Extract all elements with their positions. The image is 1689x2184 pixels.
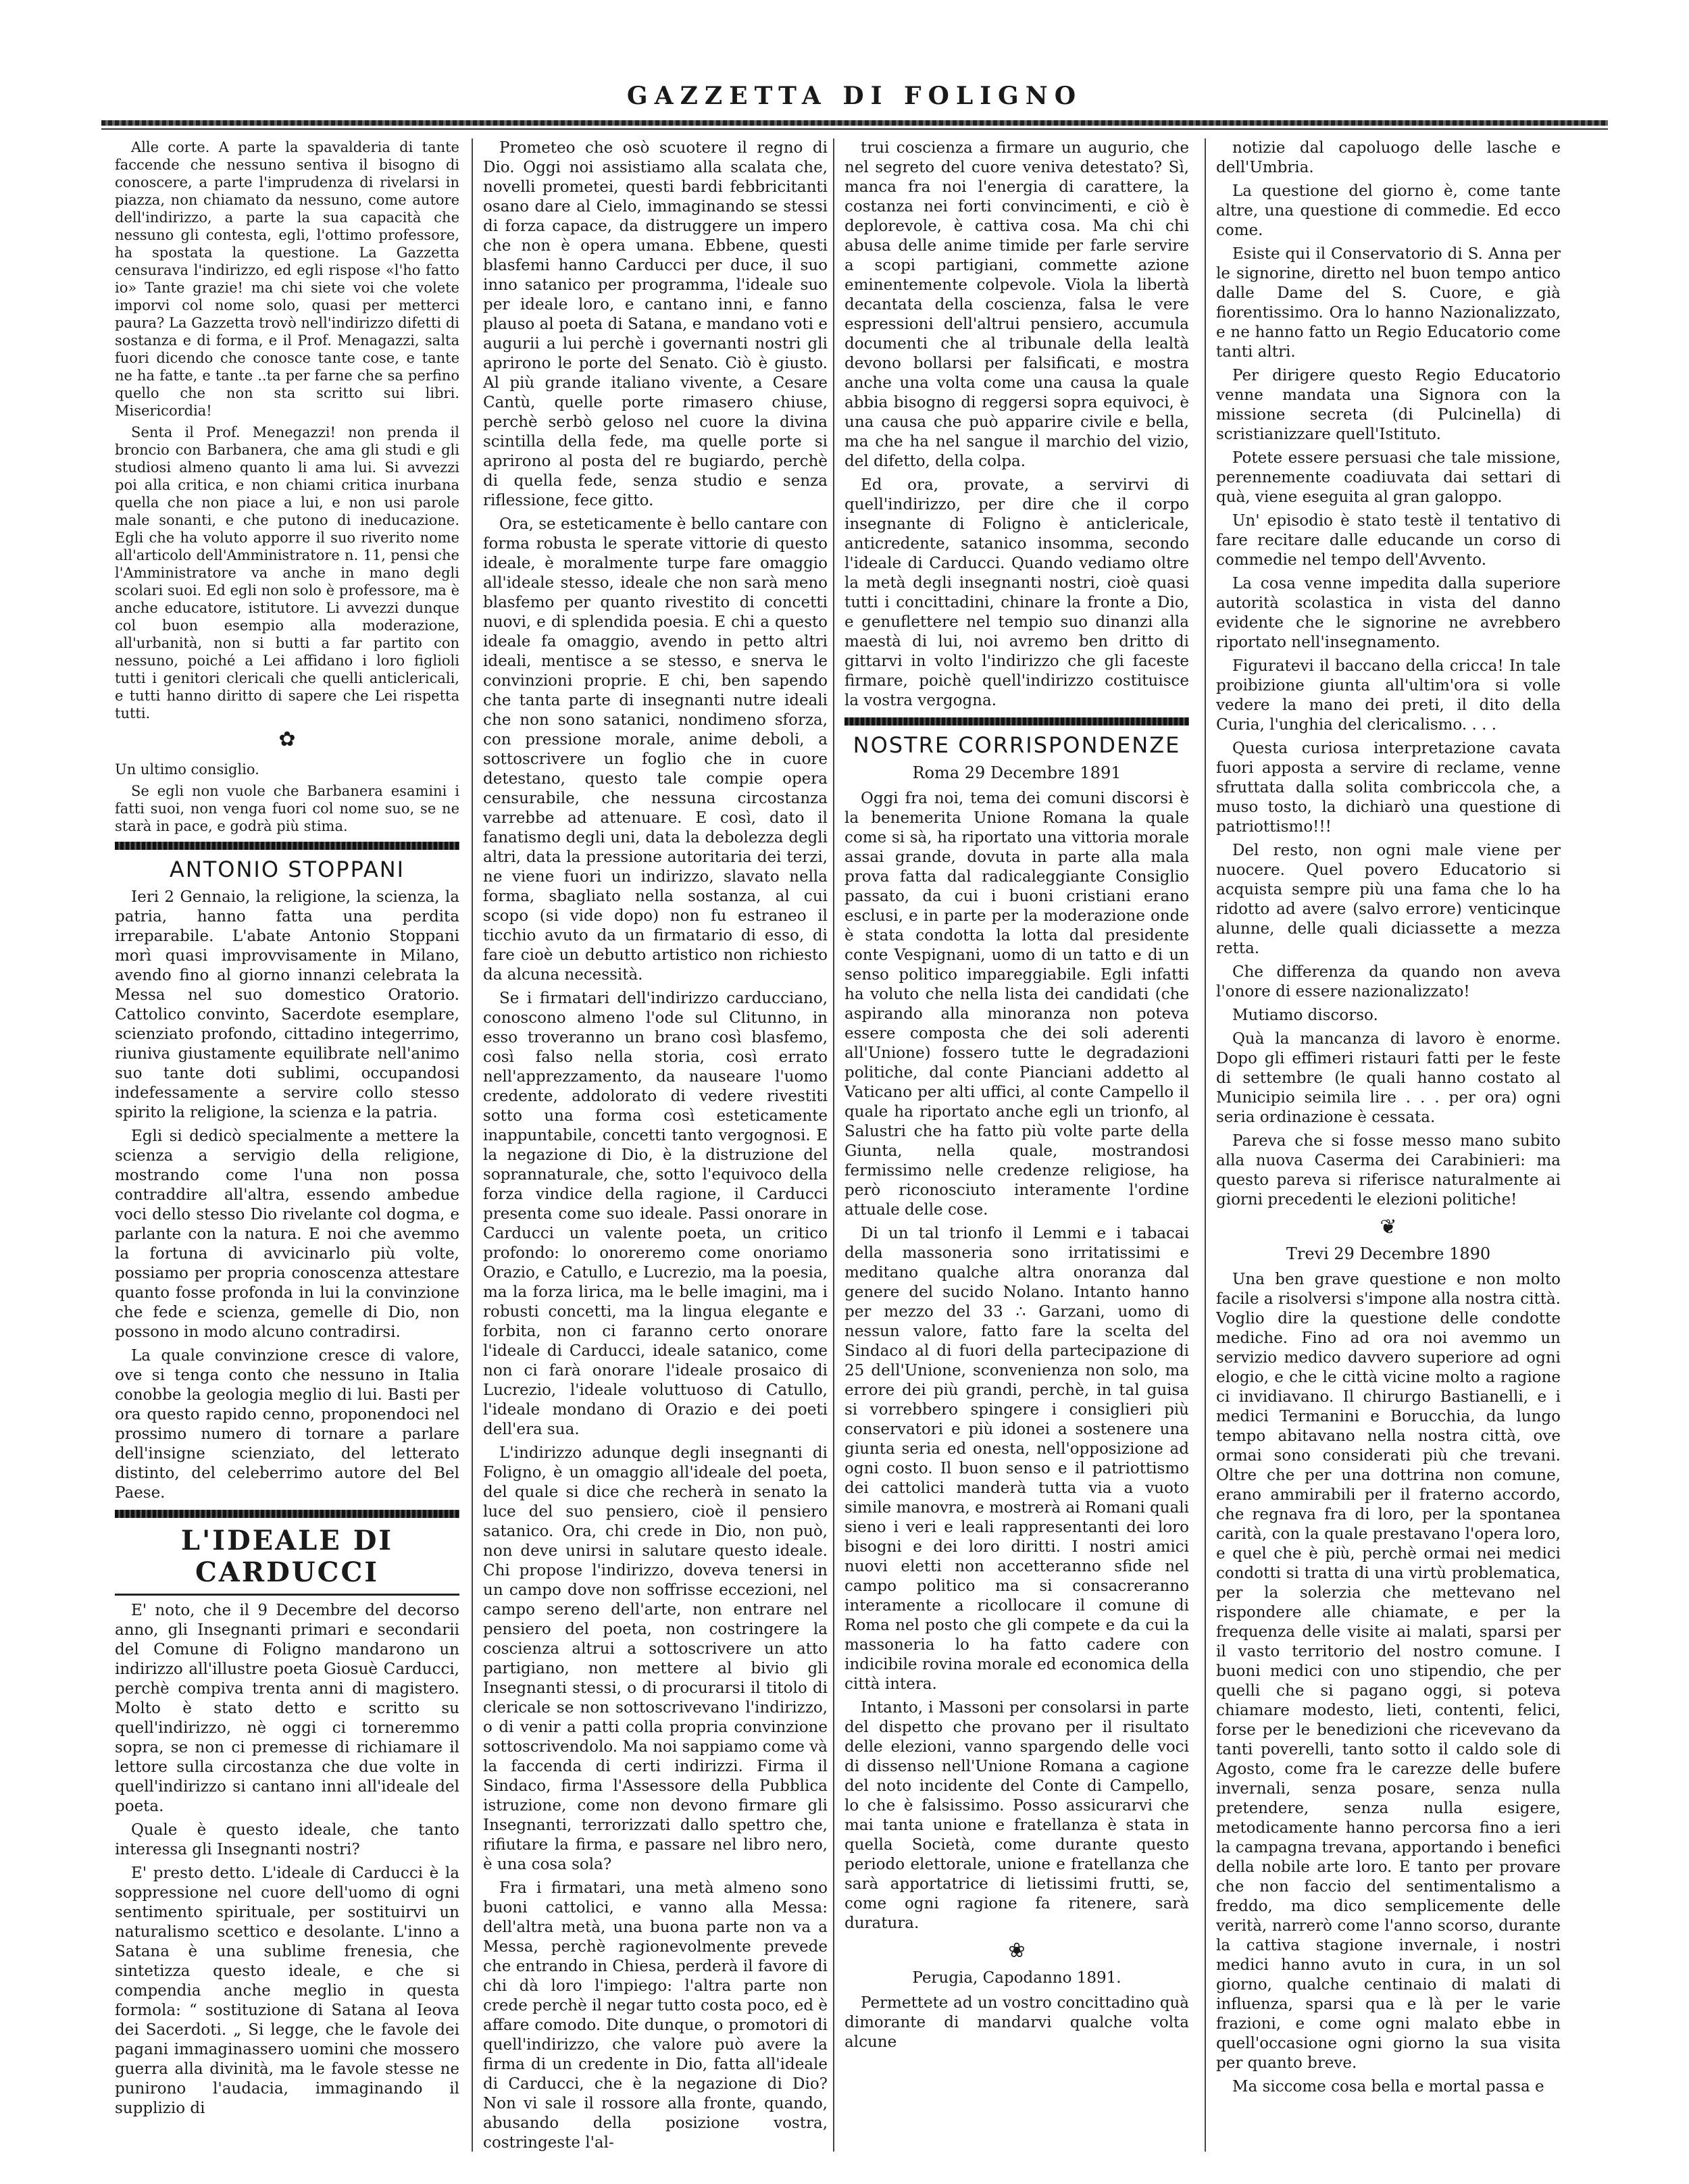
section-rule [115, 1510, 459, 1518]
masthead [101, 76, 1608, 116]
column-divider [472, 138, 473, 2152]
heading-corrispondenze: NOSTRE CORRISPONDENZE [853, 732, 1181, 758]
ornament-icon: ✿ [278, 728, 296, 751]
paragraph: E' noto, che il 9 Decembre del decorso anno, gli Insegnanti primari e secondarii del Comune di Foligno mandarono un indirizzo all'illustre poeta Giosuè Carducci, perchè compiva trenta anni di magistero. Molto è stato detto e scritto su quell'indirizzo, nè oggi ci torneremmo sopra, se non ci premesse di richiamare il lettore sulla circostanza che due volte in quell'indirizzo si cantano inni all'ideale del poeta. [115, 1602, 459, 1815]
heading-underline [115, 1594, 459, 1596]
paragraph: Ora, se esteticamente è bello cantare con forma robusta le sperate vittorie di questo ideale, è moralmente turpe fare omaggio all'ideale stesso, ideale che non sarà meno blasfemo per quanto rivestito di concetti nuovi, e di splendida poesia. E chi a questo ideale fa omaggio, avendo in petto altri ideali, mentisce a se stesso, e snerva le convinzioni proprie. E chi, ben sapendo che tanta parte di insegnanti nutre ideali che non sono satanici, nondimeno sforza, con pressione morale, anime deboli, a sottoscrivere un foglio che in cuore detestano, questo tale compie opera censurabile, che nessuna circostanza varrebbe ad attenuare. E così, dato il fanatismo degli uni, data la debolezza degli altri, data la pressione autoritaria dei terzi, ne viene fuori un indirizzo, slavato nella forma, sbagliato nella sostanza, al cui scopo (si vide dopo) non fu estraneo il ticchio avuto da un firmatario di esso, di fare cioè un debutto artistico non richiesto da alcuna necessità. [483, 515, 828, 984]
paragraph: La quale convinzione cresce di valore, ove si tenga conto che nessuno in Italia conobbe la geologia meglio di lui. Basti per ora questo rapido cenno, proponendoci nel prossimo numero di tornare a parlare dell'insigne scienziato, del letterato distinto, del celeberrimo autore del Bel Paese. [115, 1347, 459, 1502]
column-divider [833, 138, 834, 2152]
column-divider [1205, 138, 1206, 2152]
paragraph: Ed ora, provate, a servirvi di quell'indirizzo, per dire che il corpo insegnante di Foligno è anticlericale, anticredente, satanico insomma, secondo l'ideale di Carducci. Quando vediamo oltre la metà degli insegnanti nostri, cioè quasi tutti i concittadini, chinare la fronte a Dio, e genuflettere nel tempio suo dinanzi alla maestà di lui, noi avremo ben dritto di gittarvi in volto l'indirizzo che gli faceste firmare, poichè quell'indirizzo costituisce la vostra vergogna. [844, 476, 1189, 709]
paragraph: La questione del giorno è, come tante altre, una questione di commedie. Ed ecco come. [1216, 182, 1561, 239]
paragraph: Alle corte. A parte la spavalderia di tante faccende che nessuno sentiva il bisogno di conoscere, a parte l'imprudenza di rivelarsi in piazza, non chiamato da nessuno, come autore dell'indirizzo, a parte la sua capacità che nessuno gli contesta, egli, l'ottimo professore, ha spostata la questione. La Gazzetta censurava l'indirizzo, ed egli rispose «l'ho fatto io» Tante grazie! ma chi siete voi che volete imporvi col nome solo, quasi per metterci paura? La Gazzetta trovò nell'indirizzo difetti di sostanza e di forma, e il Prof. Menagazzi, salta fuori dicendo che conosce tante cose, e tante ne ha fatte, e tante ..ta per farne che sa perfino quello che non sta scritto sui libri. Misericordia! [115, 139, 459, 419]
paragraph: Senta il Prof. Menegazzi! non prenda il broncio con Barbanera, che ama gli studi e gli studiosi almeno quanto li ama lui. Si avvezzi poi alla critica, e non chiami critica inurbana quella che non piace a lui, e non usi parole male sonanti, e che putono di ineducazione. Egli che ha voluto apporre il suo riverito nome all'articolo dell'Amministratore n. 11, pensi che l'Amministratore va anche in mano degli scolari suoi. Ed egli non solo è professore, ma è anche educatore, istitutore. Li avvezzi dunque col buon esempio alla moderazione, all'urbanità, non si butti a far partito con nessuno, poiché a Lei affidano i loro figlioli tutti i genitori clericali che quelli anticlericali, e tutti hanno diritto di sapere che Lei rispetta tutti. [115, 424, 459, 721]
ornament-icon: ❦ [1380, 1215, 1397, 1239]
dateline-roma: Roma 29 Decembre 1891 [912, 763, 1121, 782]
paragraph: Se egli non vuole che Barbanera esamini i fatti suoi, non venga fuori col nome suo, se ne starà in pace, e godrà più stima. [115, 783, 459, 834]
paragraph: trui coscienza a firmare un augurio, che nel segreto del cuore veniva detestato? Sì, manca fra noi l'energia di carattere, la costanza nei forti convincimenti, e ciò è deplorevole, è cattiva cosa. Ma chi chi abusa delle anime timide per farle servire a scopi partigiani, commette azione eminentemente colpevole. Viola la libertà decantata della coscienza, falsa le vere espressioni dell'altrui pensiero, accumula documenti che al tribunale della lealtà devono bollarsi per falsificati, e mostra anche una volta come una causa la quale abbia bisogno di reggersi sopra equivoci, è una causa che può apparire civile e bella, ma che ha nel sangue il marchio del vizio, del difetto, della colpa. [844, 139, 1189, 470]
paragraph: L'indirizzo adunque degli insegnanti di Foligno, è un omaggio all'ideale del poeta, del quale si dice che recherà in senato la luce del suo pensiero, cioè il pensiero satanico. Ora, chi crede in Dio, non può, non deve unirsi in salutare questo ideale. Chi propose l'indirizzo, doveva tenersi in un campo dove non soffrisse eccezioni, nel campo sereno dell'arte, non entrare nel pensiero del poeta, non costringere la coscienza altrui a sottoscrivere un atto partigiano, non mettere al bivio gli Insegnanti stessi, o di procurarsi il titolo di clericale se non sottoscrivevano l'indirizzo, o di venir a patti colla propria convinzione sottoscrivendolo. Ma noi sappiamo come và la faccenda di certi indirizzi. Firma il Sindaco, firma l'Assessore della Pubblica istruzione, come non devono firmare gli Insegnanti, terrorizzati dallo spettro che, rifiutare la firma, e passare nel libro nero, è una cosa sola? [483, 1444, 828, 1873]
column-1 [115, 138, 459, 2152]
paragraph: Permettete ad un vostro concittadino quà dimorante di mandarvi qualche volta alcune [844, 1994, 1189, 2051]
paragraph: Una ben grave questione e non molto facile a risolversi s'impone alla nostra città. Voglio dire la questione delle condotte mediche. Fino ad ora noi avemmo un servizio medico davvero superiore ad ogni elogio, e che le città vicine molto a ragione ci invidiavano. Il chirurgo Bastianelli, e i medici Termanini e Borucchia, da lungo tempo abitavano nella nostra città, ove ormai sono considerati più che trevani. Oltre che per una dottrina non comune, erano ammirabili per il fraterno accordo, che regnava fra di loro, per la spontanea carità, con la quale prestavano l'opera loro, e quel che è più, perchè ormai nei medici condotti si tratta di una virtù problematica, per la solerzia che mettevano nel rispondere alle chiamate, e per la frequenza delle visite ai malati, sparsi per il vasto territorio del nostro comune. I buoni medici con uno stipendio, che per quelli che si pagano oggi, si poteva chiamare modesto, lieti, contenti, felici, forse per le benedizioni che ricevevano da tanti poverelli, tanto sotto il caldo sole di Agosto, come fra le carezze delle bufere invernali, senza posare, senza nulla pretendere, senza nulla esigere, metodicamente hanno percorsa fino a ieri la campagna trevana, apportando i benefici della nobile arte loro. E tanto per provare che non faccio del sentimentalismo a freddo, ma dico semplicemente delle verità, narrerò come l'anno scorso, durante la cattiva stagione invernale, i nostri medici hanno avuto in cura, in un sol giorno, qualche centinaio di malati di influenza, sparsi qua e là per le varie frazioni, e come ogni malato ebbe in quell'occasione ogni giorno la sua visita per quanto breve. [1216, 1271, 1561, 2072]
paragraph: Figuratevi il baccano della cricca! In tale proibizione giunta all'ultim'ora si volle vedere la mano dei preti, il dito della Curia, l'unghia del clericalismo. . . . [1216, 657, 1561, 734]
paragraph: Di un tal trionfo il Lemmi e i tabacai della massoneria sono irritatissimi e meditano qualche altra onoranza dal genere del sucido Nolano. Intanto hanno per mezzo del 33 ∴ Garzani, uomo di nessun valore, fatto fare la scelta del Sindaco al di fuori della partecipazione di 25 dell'Unione, sconvenienza non solo, ma errore dei più grandi, perchè, in tal guisa si vorrebbero spingere i consiglieri più conservatori e più idonei a sostenere una giunta seria ed onesta, nell'opposizione ad ogni costo. Il buon senso e il patriottismo dei cattolici manderà tutta via a vuoto simile manovra, e mostrerà ai Romani quali sieno i veri e leali rappresentanti dei loro bisogni e dei loro diritti. I nostri amici nuovi eletti non accetteranno sfide nel campo politico ma si consacreranno interamente a ricollocare il comune di Roma nel posto che gli compete e da cui la massoneria lo ha fatto cadere con indicibile rovina morale ed economica della città intera. [844, 1225, 1189, 1693]
dateline-perugia: Perugia, Capodanno 1891. [912, 1969, 1121, 1987]
paragraph: Se i firmatari dell'indirizzo carducciano, conoscono almeno l'ode sul Clitunno, in esso troveranno un brano così blasfemo, così falso nella storia, così errato nell'apprezzamento, da nauseare l'uomo credente, addolorato di vedere rivestiti sotto una forma così esteticamente inappuntabile, concetti tanto vergognosi. E la negazione di Dio, è la distruzione del soprannaturale, che, sotto l'equivoco della forza vindice della ragione, il Carducci presenta come suo ideale. Passi onorare in Carducci un valente poeta, un critico profondo: lo onoreremo come onoriamo Orazio, e Catullo, e Lucrezio, ma la poesia, ma la forza lirica, ma le belle imagini, ma i robusti concetti, ma la lingua elegante e forbita, non ci faranno certo onorare l'ideale di Carducci, ideale satanico, come non ci farà onorare l'ideale prosaico di Lucrezio, l'ideale voluttuoso di Catullo, l'ideale mondano di Orazio e dei poeti dell'era sua. [483, 990, 828, 1438]
column-2 [483, 138, 828, 2152]
paragraph: Esiste qui il Conservatorio di S. Anna per le signorine, diretto nel buon tempo antico dalle Dame del S. Cuore, e già fiorentissimo. Ora lo hanno Nazionalizzato, e ne hanno fatto un Regio Educatorio come tanti altri. [1216, 245, 1561, 361]
paragraph: Quà la mancanza di lavoro è enorme. Dopo gli effimeri ristauri fatti per le feste di settembre (le quali hanno costato al Municipio seimila lire . . . per ora) ogni seria ordinazione è cessata. [1216, 1030, 1561, 1126]
paragraph: Egli si dedicò specialmente a mettere la scienza a servigio della religione, mostrando come l'una non possa contraddire all'altra, essendo ambedue voci dello stesso Dio rivelante col dogma, e parlante con la natura. E noi che avemmo la fortuna di avvicinarlo più volte, possiamo per propria conoscenza attestare quanto fosse profonda in lui la convinzione che fede e scienza, gemelle di Dio, non possono in modo alcuno contradirsi. [115, 1127, 459, 1341]
masthead-rule [101, 120, 1608, 126]
dateline-trevi: Trevi 29 Decembre 1890 [1286, 1244, 1491, 1263]
paragraph: Intanto, i Massoni per consolarsi in parte del dispetto che provano per il risultato delle elezioni, vanno spargendo delle voci di dissenso nell'Unione Romana a cagione del noto incidente del Conte di Campello, lo che è falsissimo. Posso assicurarvi che mai tanta unione e fratellanza è stata in quella Società, come durante questo periodo elettorale, unione e fratellanza che sarà apportatrice di lietissimi frutti, se, come ogni ragione fa ritenere, sarà duratura. [844, 1699, 1189, 1932]
paragraph: Pareva che si fosse messo mano subito alla nuova Caserma dei Carabinieri: ma questo pareva si riferisce naturalmente ai giorni precedenti le elezioni politiche! [1216, 1132, 1561, 1209]
paragraph: Ma siccome cosa bella e mortal passa e [1232, 2078, 1544, 2096]
paragraph: Mutiamo discorso. [1232, 1007, 1378, 1024]
paragraph: notizie dal capoluogo delle lasche e dell'Umbria. [1216, 139, 1561, 176]
paragraph: Fra i firmatari, una metà almeno sono buoni cattolici, e vanno alla Messa: dell'altra metà, una buona parte non va a Messa, perchè ragionevolmente prevede che entrando in Chiesa, perderà il favore di chi dà loro l'impiego: l'altra parte non crede perchè il negar tutto costa poco, ed è affare comodo. Dite dunque, o promotori di quell'indirizzo, che valore può avere la firma di un credente in Dio, fatta all'ideale di Carducci, che è la negazione di Dio? Non vi sale il rossore alla fronte, quando, abusando della posizione vostra, costringeste l'al- [483, 1879, 828, 2152]
paragraph: Questa curiosa interpretazione cavata fuori apposta a servire di reclame, venne sfruttata dalla solita combriccola che, a muso tosto, la dichiarò una questione di patriottismo!!! [1216, 740, 1561, 836]
paragraph: Potete essere persuasi che tale missione, perennemente coadiuvata dai settari di quà, viene eseguita al gran galoppo. [1216, 449, 1561, 506]
paragraph: Che differenza da quando non aveva l'onore di essere nazionalizzato! [1216, 963, 1561, 1000]
paragraph: Un' episodio è stato testè il tentativo di fare recitare dalle educande un corso di commedie nel tempo dell'Avvento. [1216, 512, 1561, 569]
paragraph: Oggi fra noi, tema dei comuni discorsi è la benemerita Unione Romana la quale come si sà, ha riportato una vittoria morale assai grande, dovuta in parte alla mala prova fatta dal radicaleggiante Consiglio passato, da cui i buoni cristiani erano esclusi, e in parte per la moderazione onde è stata condotta la lotta dal presidente conte Vespignani, uomo di un tatto e di un senso politico impareggiabile. Egli infatti ha voluto che nella lista dei candidati (che aspirando alla minoranza non poteva essere composta che dei soli aderenti all'Unione) fossero tutte le degradazioni politiche, dal conte Pianciani addetto al Vaticano per alti uffici, al conte Campello il quale ha riportato anche egli un trionfo, al Salustri che ha fatto più volte parte della Giunta, nella quale, mostrandosi fermissimo nelle credenze religiose, ha però riconosciuto interamente l'ordine attuale delle cose. [844, 790, 1189, 1219]
heading-carducci: L'IDEALE DI CARDUCCI [180, 1525, 394, 1588]
paragraph: Prometeo che osò scuotere il regno di Dio. Oggi noi assistiamo alla scalata che, novelli prometei, questi bardi febbricitanti osano dare al Cielo, immaginando se stessi di forza capace, da distruggere un impero che non è opera umana. Ebbene, questi blasfemi hanno Carducci per duce, il suo inno satanico per programma, l'ideale suo per ideale loro, e cantano inni, e fanno plauso al poeta di Satana, e mandano voti e augurii a lui perchè i governanti nostri gli aprirono le porte del Senato. Ciò è giusto. Al più grande italiano vivente, a Cesare Cantù, quelle porte rimasero chiuse, perchè serbò geloso nel cuore la divina scintilla della fede, ma quelle porte si aprirono al posta del re bugiardo, perchè di quella fede, senza studio e senza riflessione, fece gitto. [483, 139, 828, 509]
paragraph: Per dirigere questo Regio Educatorio venne mandata una Signora con la missione secreta (di Pulcinella) di scristianizzare quell'Istituto. [1216, 367, 1561, 443]
paragraph: Del resto, non ogni male viene per nuocere. Quel povero Educatorio si acquista sempre più una fama che lo ha ridotto ad avere (salvo errore) venticinque alunne, delle quali diciassette a mezza retta. [1216, 842, 1561, 957]
masthead-underline [101, 128, 1608, 130]
paragraph: E' presto detto. L'ideale di Carducci è la soppressione nel cuore dell'uomo di ogni sentimento spirituale, per sostituirvi un naturalismo scettico e desolante. L'inno a Satana è una sublime frenesia, che sintetizza questo ideale, e che si compendia anche meglio in questa formola: “ sostituzione di Satana al Ieova dei Sacerdoti. „ Si legge, che le favole dei pagani immaginassero uomini che mossero guerra alla divinità, ma le favole stesse ne punirono l'audacia, immaginando il supplizio di [115, 1864, 459, 2117]
paragraph: Quale è questo ideale, che tanto interessa gli Insegnanti nostri? [115, 1821, 459, 1858]
newspaper-title: GAZZETTA DI FOLIGNO [626, 82, 1083, 110]
section-rule [844, 717, 1189, 726]
column-4 [1216, 138, 1561, 2152]
section-rule [115, 842, 459, 850]
paragraph: Un ultimo consiglio. [115, 761, 259, 778]
ornament-icon: ❀ [1008, 1939, 1026, 1962]
column-3 [844, 138, 1189, 2152]
paragraph: Ieri 2 Gennaio, la religione, la scienza, la patria, hanno fatta una perdita irreparabile. L'abate Antonio Stoppani morì quasi improvvisamente in Milano, avendo fino al giorno innanzi celebrata la Messa nel suo domestico Oratorio. Cattolico convinto, Sacerdote esemplare, scienziato profondo, cittadino integerrimo, riuniva giustamente equilibrate nell'animo suo tante doti sublimi, occupandosi indefessamente a servire collo stesso spirito la religione, la scienza e la patria. [115, 888, 459, 1121]
paragraph: La cosa venne impedita dalla superiore autorità scolastica in vista del danno evidente che le signorine ne avrebbero riportato nell'insegnamento. [1216, 575, 1561, 651]
heading-stoppani: ANTONIO STOPPANI [169, 857, 405, 882]
